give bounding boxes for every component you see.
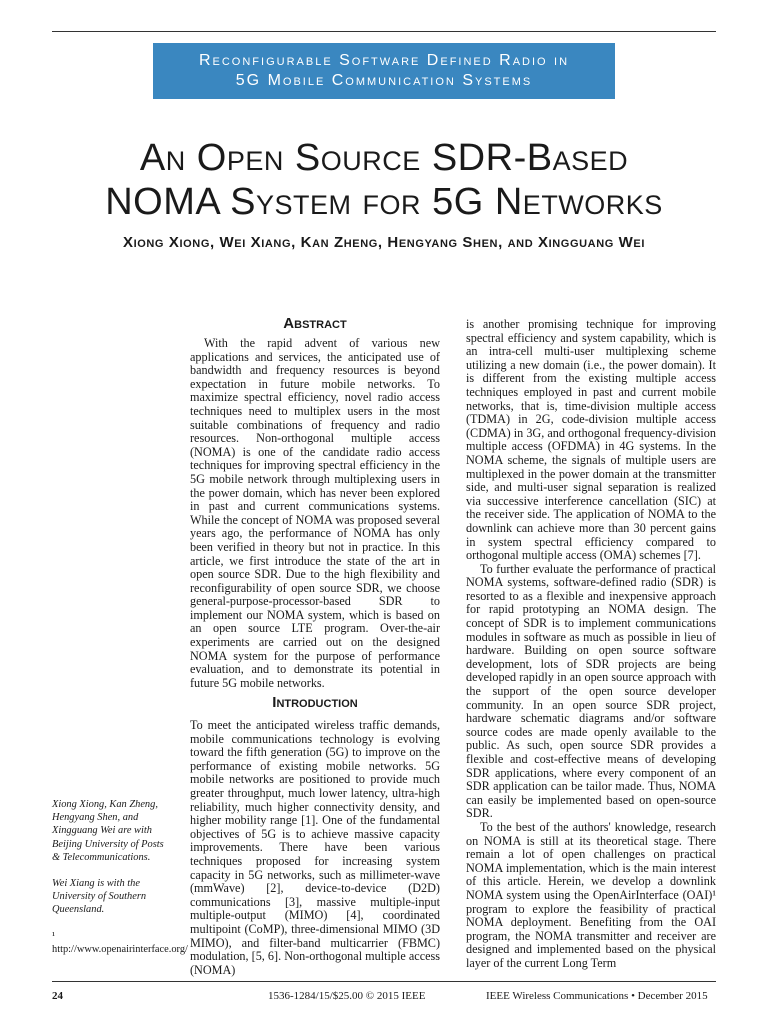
right-paragraph-2: To further evaluate the performance of practical NOMA systems, software-defined radio (SDR) is resorted to as a flexible and inexpensive approach for rapid prototyping an NOMA design. The concept of SDR is to implement communications modules in software as much as possible in lieu of hardware. Building on open source software development, lots of SDR projects are being developed rapidly in an open source approach with the support of the open source developer community. In an open source SDR project, hardware schematic diagrams and/or software source codes are made openly available to the public. As such, open source SDR provides a flexible and cost-effective means of developing SDR applications, where every component of an SDR application can be tailor made. Thus, NOMA can easily be implemented based on open-source SDR. — [466, 561, 716, 821]
abstract-heading: Abstract — [283, 315, 347, 332]
right-column — [466, 318, 716, 971]
affiliation-2: Wei Xiang is with the University of Southern Queensland. — [52, 878, 147, 916]
top-rule — [52, 31, 716, 32]
introduction-body — [190, 719, 440, 977]
article-title — [52, 136, 716, 224]
author-list: Xiong Xiong, Wei Xiang, Kan Zheng, Hengyang Shen, and Xingguang Wei — [122, 234, 646, 251]
sidebar-footnotes — [52, 798, 188, 969]
bottom-rule — [52, 981, 716, 982]
affiliation-1: Xiong Xiong, Kan Zheng, Hengyang Shen, and Xingguang Wei are with Beijing University of Posts & Telecommunications. — [52, 799, 164, 863]
banner-line-2: 5G Mobile Communication Systems — [235, 72, 533, 89]
footnote-1: ¹ http://www.openairinterface.org/ — [52, 930, 188, 955]
title-line-2: NOMA System for 5G Networks — [105, 181, 663, 223]
introduction-paragraph: To meet the anticipated wireless traffic demands, mobile communications technology is evolving toward the fifth generation (5G) to improve on the performance of existing mobile networks. 5G mobile networks are positioned to provide much greater throughput, much lower latency, ultra-high reliability, much higher connectivity density, and higher mobility range [1]. One of the fundamental objectives of 5G is to achieve massive capacity improvements. There have been various techniques proposed for increasing system capacity in 5G networks, such as millimeter-wave (mmWave) [2], device-to-device (D2D) communications [3], massive multiple-input multiple-output (MIMO) [4], coordinated multipoint (CoMP), three-dimensional MIMO (3D MIMO), and filter-band multicarrier (FBMC) modulation, [5, 6]. Non-orthogonal multiple access (NOMA) — [190, 718, 440, 977]
banner-line-1: Reconfigurable Software Defined Radio in — [198, 52, 570, 69]
abstract-body — [190, 337, 440, 690]
page-number: 24 — [52, 990, 63, 1002]
right-paragraph-1: is another promising technique for improving spectral efficiency and system capability, which is an intra-cell multi-user multiplexing scheme utilizing a new domain (i.e., the power domain). It is different from the existing multiple access techniques employed in past and current mobile networks, that is, time-division multiple access (TDMA) in 2G, code-division multiple access (CDMA) in 3G, and orthogonal frequency-division multiple access (OFDMA) in 4G systems. In the NOMA scheme, the signals of multiple users are multiplexed in the power domain at the transmitter side, and multi-user signal separation is realized via successive interference cancellation (SIC) at the receiver side. The application of NOMA to the downlink can achieve more than 30 percent gains in system spectral efficiency compared to orthogonal multiple access (OMA) schemes [7]. — [466, 317, 716, 563]
journal-info: IEEE Wireless Communications • December 2015 — [486, 990, 708, 1002]
right-paragraph-3: To the best of the authors' knowledge, research on NOMA is still at its theoretical stage. There remain a lot of open challenges on practical NOMA implementation, which is the main interest of this article. Herein, we develop a downlink NOMA system using the OpenAirInterface (OAI)¹ program to explore the feasibility of practical NOMA deployment. Benefiting from the OAI program, the NOMA transmitter and receiver are designed and implemented based on the physical layer of the current Long Term — [466, 819, 716, 970]
abstract-paragraph: With the rapid advent of various new applications and services, the anticipated use of bandwidth and frequency resources is beyond expectation in future mobile networks. To maximize spectral efficiency, novel radio access techniques need to multiplex users in the most suitable combinations of frequency and radio resources. Non-orthogonal multiple access (NOMA) is one of the candidate radio access techniques for improving spectral efficiency in the 5G mobile network through multiplexing users in the power domain, which has never been explored in past and current communications systems. While the concept of NOMA was proposed several years ago, the performance of NOMA has only been verified in theory but not in practice. In this article, we first introduce the state of the art in open source SDR. Due to the high flexibility and reconfigurability of open source SDR, we choose general-purpose-processor-based SDR to implement our NOMA system, which is based on an open source LTE program. Over-the-air experiments are carried out on the designed NOMA system for the purpose of performance evaluation, and to demonstrate its potential in future 5G mobile networks. — [190, 336, 440, 690]
issn-copyright: 1536-1284/15/$25.00 © 2015 IEEE — [268, 990, 426, 1002]
title-line-1: An Open Source SDR-Based — [139, 137, 629, 179]
section-banner — [153, 43, 615, 99]
introduction-heading: Introduction — [272, 694, 358, 711]
